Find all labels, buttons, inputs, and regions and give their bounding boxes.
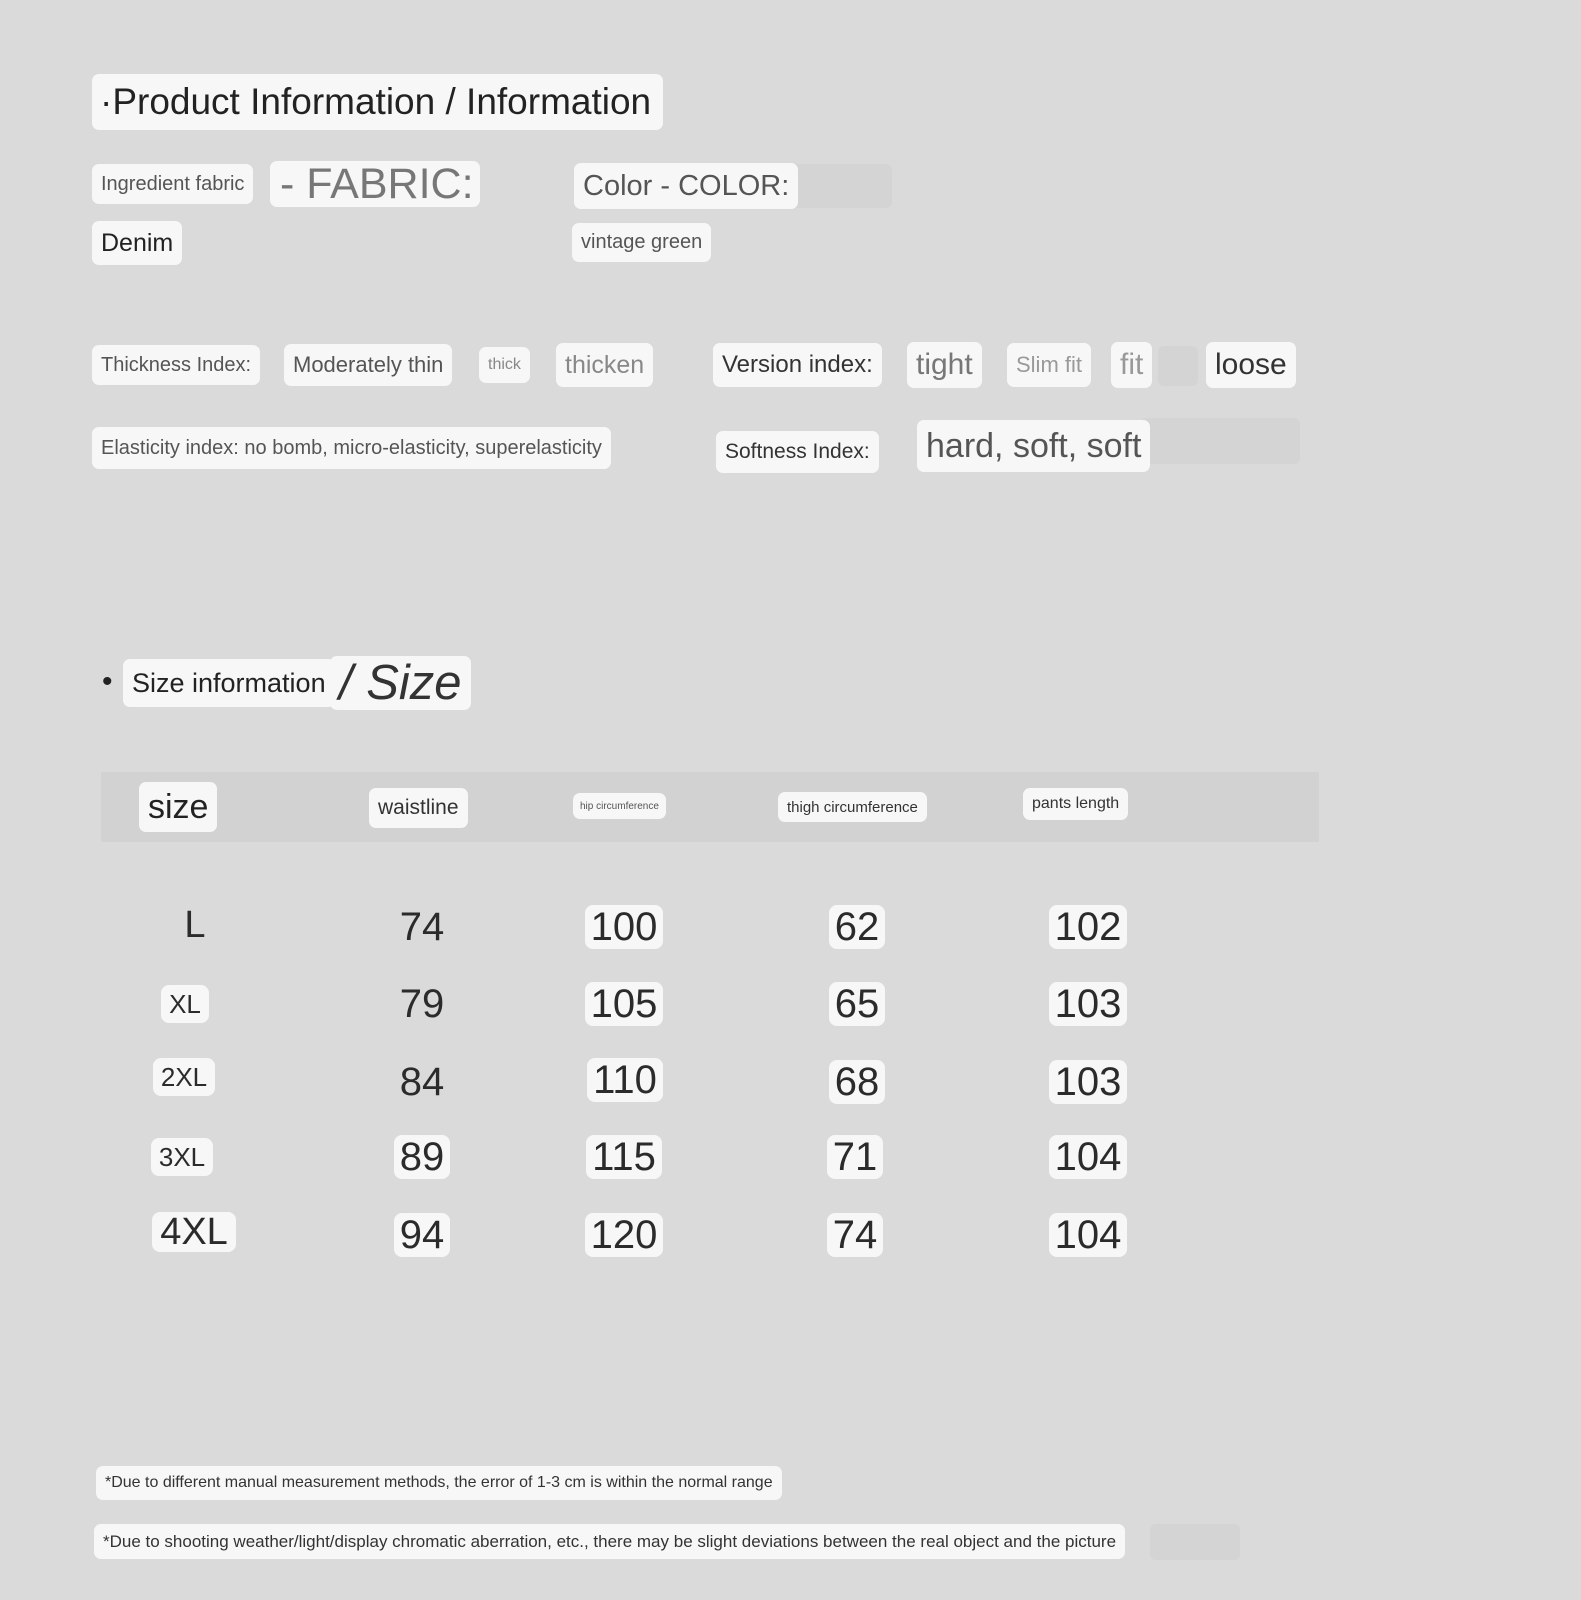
size-heading-bullet: • bbox=[102, 665, 113, 698]
color-label: Color - COLOR: bbox=[574, 163, 798, 209]
header-thigh-circumference: thigh circumference bbox=[778, 792, 927, 822]
thickness-label: Thickness Index: bbox=[92, 345, 260, 385]
note-photo-shadow bbox=[1150, 1524, 1240, 1560]
cell-hip: 115 bbox=[564, 1135, 684, 1181]
fabric-label: Ingredient fabric bbox=[92, 164, 253, 204]
cell-size: 3XL bbox=[122, 1138, 242, 1184]
version-option-fit: fit bbox=[1111, 342, 1152, 388]
cell-thigh: 74 bbox=[795, 1213, 915, 1259]
fabric-label-en: - FABRIC: bbox=[270, 161, 480, 207]
cell-thigh: 62 bbox=[797, 905, 917, 951]
version-option-loose: loose bbox=[1206, 342, 1296, 388]
cell-waistline: 84 bbox=[399, 1060, 445, 1104]
header-hip-circumference: hip circumference bbox=[573, 793, 666, 819]
cell-pants-length: 103 bbox=[1028, 1060, 1148, 1106]
thickness-option-thicken: thicken bbox=[556, 343, 653, 387]
cell-waistline: 74 bbox=[399, 905, 445, 949]
note-photo: *Due to shooting weather/light/display chromatic aberration, etc., there may be slight deviations between the real object and the picture bbox=[94, 1524, 1125, 1559]
cell-waistline: 94 bbox=[362, 1213, 482, 1259]
version-spacer bbox=[1158, 346, 1198, 386]
color-value: vintage green bbox=[572, 223, 711, 262]
fabric-value: Denim bbox=[92, 221, 182, 265]
softness-label: Softness Index: bbox=[716, 431, 879, 473]
version-option-tight: tight bbox=[907, 342, 982, 388]
elasticity-index: Elasticity index: no bomb, micro-elasticity, superelasticity bbox=[92, 427, 611, 469]
cell-hip: 105 bbox=[564, 982, 684, 1028]
cell-thigh: 71 bbox=[795, 1135, 915, 1181]
cell-hip: 100 bbox=[564, 905, 684, 951]
cell-thigh: 65 bbox=[797, 982, 917, 1028]
cell-pants-length: 104 bbox=[1028, 1213, 1148, 1259]
cell-size: 2XL bbox=[124, 1058, 244, 1104]
size-heading: Size information bbox=[123, 659, 335, 707]
size-heading-en: / Size bbox=[330, 656, 471, 710]
cell-size: L bbox=[184, 904, 206, 946]
cell-hip: 120 bbox=[564, 1213, 684, 1259]
header-waistline: waistline bbox=[369, 788, 468, 828]
note-measurement: *Due to different manual measurement methods, the error of 1-3 cm is within the normal range bbox=[96, 1466, 782, 1500]
header-size: size bbox=[139, 782, 217, 832]
softness-value: hard, soft, soft bbox=[917, 420, 1150, 472]
cell-pants-length: 103 bbox=[1028, 982, 1148, 1028]
cell-size: XL bbox=[125, 985, 245, 1031]
cell-hip: 110 bbox=[565, 1058, 685, 1104]
header-pants-length: pants length bbox=[1023, 788, 1128, 820]
product-info-heading: ·Product Information / Information bbox=[92, 74, 663, 130]
softness-value-shadow bbox=[1140, 418, 1300, 464]
cell-thigh: 68 bbox=[797, 1060, 917, 1106]
thickness-option-moderately-thin: Moderately thin bbox=[284, 344, 452, 386]
size-table-header bbox=[101, 772, 1319, 842]
cell-waistline: 89 bbox=[362, 1135, 482, 1181]
cell-pants-length: 102 bbox=[1028, 905, 1148, 951]
version-option-slim-fit: Slim fit bbox=[1007, 343, 1091, 387]
cell-waistline: 79 bbox=[399, 982, 445, 1026]
version-label: Version index: bbox=[713, 343, 882, 387]
color-label-shadow bbox=[786, 164, 892, 208]
cell-size: 4XL bbox=[134, 1212, 254, 1258]
thickness-option-thick: thick bbox=[479, 347, 530, 383]
cell-pants-length: 104 bbox=[1028, 1135, 1148, 1181]
